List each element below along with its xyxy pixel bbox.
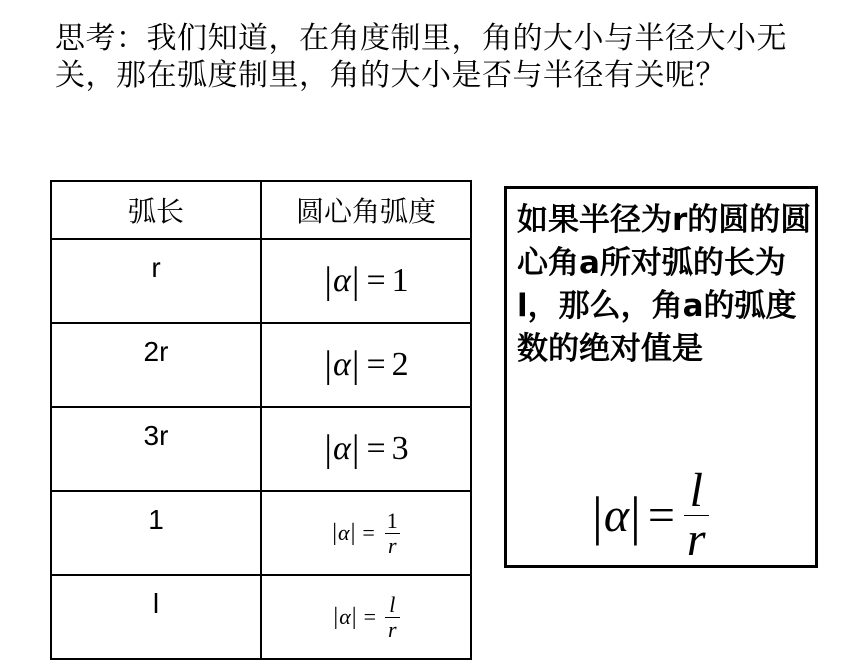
radian-formula: | α | = $\frac{1}{r}$ [331, 509, 401, 556]
header-arc-length: 弧长 [51, 181, 261, 239]
arc-length-cell: 1 [51, 491, 261, 575]
fraction: $\frac{1}{r}$ [386, 508, 398, 558]
fraction: $\frac{l}{r}$ [385, 593, 400, 640]
radian-cell [261, 407, 471, 491]
fraction: $\frac{l}{r}$ [684, 467, 709, 564]
definition-text: 如果半径为r的圆的圆心角a所对弧的长为l，那么，角a的弧度数的绝对值是 [517, 202, 812, 367]
question-text: 思考：我们知道，在角度制里，角的大小与半径大小无关，那在弧度制里，角的大小是否与半径有关呢？ [55, 21, 787, 93]
radian-cell [261, 491, 471, 575]
table-row [51, 491, 471, 575]
radian-formula: | α | = 1 [324, 260, 409, 302]
header-central-angle-radian: 圆心角弧度 [261, 181, 471, 239]
arc-length-cell: 3r [51, 407, 261, 491]
table-row [51, 239, 471, 323]
radian-formula: | α | = 3 [324, 428, 409, 470]
radian-formula: | α | = $\frac{l}{r}$ [332, 593, 399, 640]
arc-length-cell: r [51, 239, 261, 323]
radian-cell [261, 575, 471, 659]
radian-cell [261, 323, 471, 407]
arc-radian-table [50, 180, 472, 660]
arc-length-cell: 2r [51, 323, 261, 407]
arc-length-cell: l [51, 575, 261, 659]
radian-cell [261, 239, 471, 323]
radian-formula: | α | = 2 [324, 344, 409, 386]
table-row [51, 323, 471, 407]
table-row [51, 407, 471, 491]
table-row [51, 575, 471, 659]
table-header-row [51, 181, 471, 239]
definition-box [504, 186, 818, 568]
definition-formula: | α | = $\frac{l}{r}$ [591, 467, 709, 564]
